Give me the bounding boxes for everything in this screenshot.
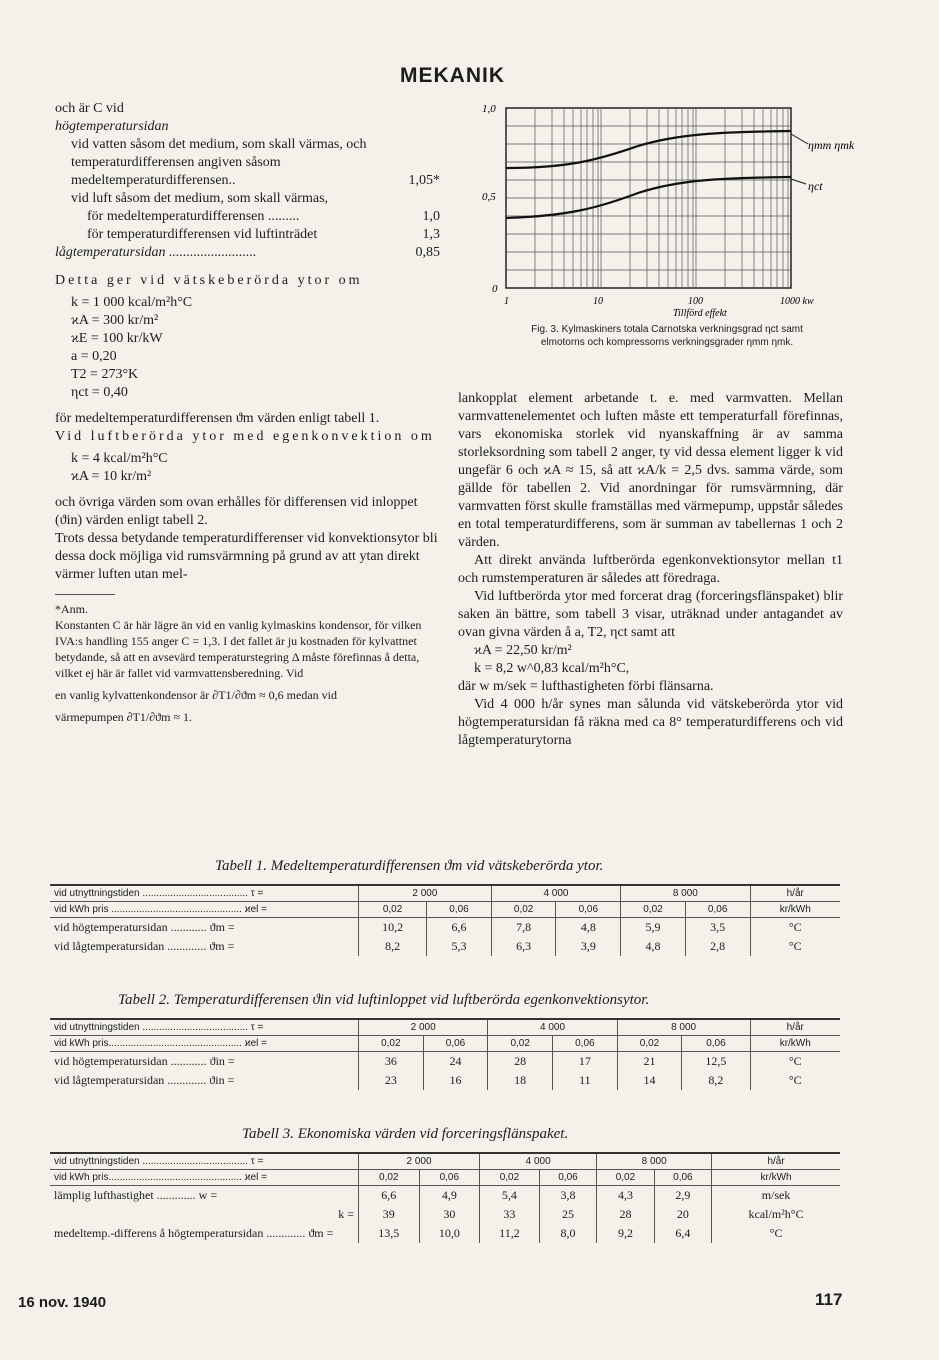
footnote-head: *Anm. [55, 602, 88, 616]
footer-date: 16 nov. 1940 [18, 1294, 107, 1311]
table-row [50, 1170, 840, 1186]
table-cell: medeltemp.-differens å högtemperatursidan ............. ϑm = [54, 1226, 334, 1240]
graph-grid [506, 108, 791, 288]
table-cell: 3,8 [539, 1186, 596, 1206]
table-cell: vid utnyttningstiden ...................................... τ = [50, 1153, 359, 1170]
table-cell: 0,02 [488, 1036, 553, 1052]
table1-reference: för medeltemperaturdifferensen ϑm värden enligt tabell 1. [55, 411, 380, 426]
table-cell: 2 000 [359, 1019, 488, 1036]
intro-text: och är C vid [55, 101, 124, 116]
x-label: 10 [593, 296, 603, 307]
y-label: 0,5 [482, 191, 496, 203]
table-cell: 12,5 [682, 1052, 750, 1072]
table1-title: Tabell 1. Medeltemperaturdifferensen ϑm vid vätskeberörda ytor. [215, 858, 604, 874]
vars-liquid [55, 294, 440, 402]
table1 [50, 884, 840, 956]
table-cell: vid utnyttningstiden ...................................... τ = [50, 885, 359, 902]
table-cell: 0,06 [539, 1170, 596, 1186]
water-value: 1,05* [408, 173, 440, 188]
table-cell: m/sek [712, 1186, 840, 1206]
table-cell: 0,02 [480, 1170, 540, 1186]
water-row [55, 136, 440, 190]
table-cell: lämplig lufthastighet ............. w = [50, 1186, 359, 1206]
table-cell: 5,4 [480, 1186, 540, 1206]
right-eq-1: ϰA = 22,50 kr/m² [474, 643, 572, 658]
table-cell: 21 [617, 1052, 682, 1072]
table-cell: 0,02 [597, 1170, 654, 1186]
label-leader [791, 134, 808, 144]
cold-side-value: 0,85 [415, 245, 440, 260]
vars-air [55, 450, 440, 486]
table-cell: 0,02 [359, 1036, 424, 1052]
table-cell: 5,9 [621, 918, 686, 938]
var-line: ϰA = 10 kr/m² [71, 469, 152, 484]
y-label: 0 [492, 283, 498, 295]
air-mean-value: 1,0 [422, 209, 440, 224]
table-cell: vid lågtemperatursidan ............. ϑm = [54, 939, 235, 953]
table-cell: 18 [488, 1071, 553, 1090]
table-cell: 0,02 [359, 902, 427, 918]
table-cell: 6,6 [427, 918, 492, 938]
var-line: T2 = 273°K [71, 367, 139, 382]
air-mean-row [55, 208, 440, 226]
table-cell: 7,8 [491, 918, 556, 938]
table-cell: vid kWh pris................................................ ϰel = [50, 1170, 359, 1186]
table-cell: 4,8 [556, 918, 621, 938]
table-row [50, 1224, 840, 1243]
table-cell: 0,02 [359, 1170, 420, 1186]
right-paragraph-3: Vid luftberörda ytor med forcerat drag (forceringsflänspaket) blir saken än bättre, som tabell 3 visar, uträknad under antagandet av ovan givna värden å a, T2, ηct samt att [458, 589, 843, 640]
table-cell: vid lågtemperatursidan ............. ϑin = [54, 1073, 235, 1087]
table-cell: 8 000 [617, 1019, 750, 1036]
var-line: ϰE = 100 kr/kW [71, 331, 163, 346]
table-cell: k = [338, 1207, 354, 1221]
table-cell: 4 000 [488, 1019, 617, 1036]
table-cell: 0,06 [556, 902, 621, 918]
table-row [50, 1052, 840, 1072]
table-cell: 11 [553, 1071, 618, 1090]
table-cell: 10,2 [359, 918, 427, 938]
table-row [50, 885, 840, 902]
section-title: MEKANIK [400, 64, 505, 87]
air-intro: Vid luftberörda ytor med egenkonvektion om [55, 429, 435, 444]
table-row [50, 937, 840, 956]
curve-label: ηmm ηmk [808, 138, 855, 152]
table-cell: 0,06 [654, 1170, 711, 1186]
table-cell: 2 000 [359, 885, 492, 902]
table-cell: vid kWh pris................................................ ϰel = [50, 1036, 359, 1052]
table-cell: 28 [488, 1052, 553, 1072]
table-cell: 9,2 [597, 1224, 654, 1243]
right-paragraph-4: där w m/sek = lufthastigheten förbi flänsarna. [458, 679, 714, 694]
x-label: 1000 kw [780, 296, 814, 307]
footnote-text: Konstanten C är här lägre än vid en vanlig kylmaskins kondensor, för vilken IVA:s handling 155 anger C = 1,3. I det fallet är ju kostnaden för kylvattnet betydande, så att en avsevärd temperaturstegring Δ måste förefinnas å detta, vilket ej här är fallet vid varmvattensberedning. Vid [55, 618, 422, 680]
table-cell: 6,3 [491, 937, 556, 956]
air-mean-text: för medeltemperaturdifferensen ......... [87, 209, 300, 224]
table-cell: 8,0 [539, 1224, 596, 1243]
table-cell: 2 000 [359, 1153, 480, 1170]
right-paragraph-1: lankopplat element arbetande t. e. med varmvatten. Mellan varmvattenelementet och luften måste ett temperaturfall förefinnas, vars ekonomiska storlek vid nyanskaffning är av samma storleksordning som tabell 2 anger, ty vid dessa element ligger k vid ungefär 6 och ϰA ≈ 15, så att ϰA/k = 2,5 dvs. samma värde, som gällde för tabellen 2. Vid anordningar för rumsvärmning, där varmvatten först skulle framställas med värmepump, uppstår således en total temperaturdifferens, som är summan av tabellernas 1 och 2 värden. [458, 391, 843, 550]
table-cell: 33 [480, 1205, 540, 1224]
table-cell: °C [750, 918, 840, 938]
footnote [55, 601, 440, 725]
table-cell: h/år [712, 1153, 840, 1170]
table-cell: 4,9 [419, 1186, 480, 1206]
table-cell: 4,8 [621, 937, 686, 956]
table-cell: 3,9 [556, 937, 621, 956]
table-cell: 2,8 [685, 937, 750, 956]
table-cell: 28 [597, 1205, 654, 1224]
table-cell: °C [750, 1052, 840, 1072]
table-cell: 24 [423, 1052, 488, 1072]
table-row [50, 1153, 840, 1170]
table-cell: °C [712, 1224, 840, 1243]
table2 [50, 1018, 840, 1090]
table-cell: vid kWh pris ............................................... ϰel = [50, 902, 359, 918]
table-cell: 10,0 [419, 1224, 480, 1243]
table3 [50, 1152, 840, 1243]
x-axis-title: Tillförd effekt [673, 308, 727, 319]
table-cell: 6,6 [359, 1186, 420, 1206]
table-row [50, 918, 840, 938]
table-row [50, 1186, 840, 1206]
curve-carnot [506, 177, 791, 218]
table-cell: 0,06 [685, 902, 750, 918]
table-cell: 2,9 [654, 1186, 711, 1206]
figure-caption: Fig. 3. Kylmaskiners totala Carnotska verkningsgrad ηct samt elmotorns och kompressorns verkningsgrader ηmm ηmk. [531, 324, 803, 348]
table-cell: 30 [419, 1205, 480, 1224]
air-inlet-text: för temperaturdifferensen vid luftinträdet [87, 227, 318, 242]
right-eq-2: k = 8,2 w^0,83 kcal/m²h°C, [474, 661, 630, 676]
table-cell: h/år [750, 885, 840, 902]
hot-side-heading: högtemperatursidan [55, 119, 169, 134]
liquid-intro: Detta ger vid vätskeberörda ytor om [55, 273, 363, 288]
label-leader [791, 179, 806, 184]
table-row [50, 1205, 840, 1224]
table-cell: vid högtemperatursidan ............ ϑm = [50, 918, 359, 938]
table-cell: 8 000 [621, 885, 750, 902]
table-cell: 13,5 [359, 1224, 420, 1243]
x-label: 1 [504, 296, 509, 307]
var-line: ϰA = 300 kr/m² [71, 313, 159, 328]
table-cell: 39 [359, 1205, 420, 1224]
cold-side-text: lågtemperatursidan ......................... [55, 245, 257, 260]
table-row [50, 902, 840, 918]
footnote-eq1: en vanlig kylvattenkondensor är ∂T1/∂ϑm ≈ 0,6 medan vid [55, 688, 337, 702]
table-cell: 36 [359, 1052, 424, 1072]
var-line: k = 4 kcal/m²h°C [71, 451, 168, 466]
cold-side-row [55, 244, 440, 262]
table-cell: 5,3 [427, 937, 492, 956]
table-cell: 17 [553, 1052, 618, 1072]
curve-motor-compressor [506, 131, 791, 168]
table-cell: kcal/m²h°C [712, 1205, 840, 1224]
water-text: vid vatten såsom det medium, som skall värmas, och temperaturdifferensen angiven såsom medeltemperaturdifferensen.. [71, 137, 367, 188]
var-line: a = 0,20 [71, 349, 117, 364]
table-cell: 0,02 [621, 902, 686, 918]
table-cell: 4,3 [597, 1186, 654, 1206]
table-cell: 8 000 [597, 1153, 712, 1170]
table3-title: Tabell 3. Ekonomiska värden vid forceringsflänspaket. [242, 1126, 569, 1142]
table-cell: 16 [423, 1071, 488, 1090]
table-cell: kr/kWh [750, 1036, 840, 1052]
table-cell: 3,5 [685, 918, 750, 938]
table-cell: 0,06 [419, 1170, 480, 1186]
air-inlet-value: 1,3 [422, 227, 440, 242]
table-row [50, 1036, 840, 1052]
table-cell: 11,2 [480, 1224, 540, 1243]
table-cell: 8,2 [359, 937, 427, 956]
table-cell: 6,4 [654, 1224, 711, 1243]
x-label: 100 [688, 296, 703, 307]
table-cell: 8,2 [682, 1071, 750, 1090]
table-cell: 14 [617, 1071, 682, 1090]
footnote-divider [55, 594, 115, 601]
right-column [458, 390, 843, 750]
table-cell: 23 [359, 1071, 424, 1090]
efficiency-graph [478, 98, 878, 323]
y-label: 1,0 [482, 103, 496, 115]
table-cell: 20 [654, 1205, 711, 1224]
air-inlet-row [55, 226, 440, 244]
table-cell: kr/kWh [750, 902, 840, 918]
curve-label: ηct [808, 179, 823, 193]
table-cell: 25 [539, 1205, 596, 1224]
right-paragraph-5: Vid 4 000 h/år synes man sålunda vid vätskeberörda ytor vid högtemperatursidan få räkna med ca 8° temperaturdifferens och vid lågtemperaturytorna [458, 697, 843, 748]
table-cell: vid högtemperatursidan ............ ϑin = [50, 1052, 359, 1072]
table2-title: Tabell 2. Temperaturdifferensen ϑin vid luftinloppet vid luftberörda egenkonvektionsytor. [118, 992, 650, 1008]
table-cell: °C [750, 1071, 840, 1090]
table-cell: kr/kWh [712, 1170, 840, 1186]
air-text: vid luft såsom det medium, som skall värmas, [71, 191, 329, 206]
var-line: ηct = 0,40 [71, 385, 128, 400]
table-cell: 0,02 [491, 902, 556, 918]
table-cell: 0,06 [682, 1036, 750, 1052]
table-cell: 4 000 [491, 885, 620, 902]
left-column [55, 100, 440, 725]
table-cell: 4 000 [480, 1153, 597, 1170]
table-cell: 0,06 [423, 1036, 488, 1052]
table-cell: 0,06 [427, 902, 492, 918]
table-row [50, 1019, 840, 1036]
right-paragraph-2: Att direkt använda luftberörda egenkonvektionsytor mellan t1 och rumstemperaturen är således att föredraga. [458, 553, 843, 586]
footnote-eq2: värmepumpen ∂T1/∂ϑm ≈ 1. [55, 710, 193, 724]
table-cell: °C [750, 937, 840, 956]
table-cell: h/år [750, 1019, 840, 1036]
table-cell: 0,06 [553, 1036, 618, 1052]
var-line: k = 1 000 kcal/m²h°C [71, 295, 193, 310]
table2-reference: och övriga värden som ovan erhålles för differensen vid inloppet (ϑin) värden enligt tabell 2. [55, 495, 418, 528]
table-cell: vid utnyttningstiden ...................................... τ = [50, 1019, 359, 1036]
table-cell: 0,02 [617, 1036, 682, 1052]
page-number: 117 [815, 1290, 843, 1309]
trots-paragraph: Trots dessa betydande temperaturdifferenser vid konvektionsytor bli dessa dock möjliga vid rumsvärmning på grund av att ytan direkt värmer luften utan mel- [55, 531, 438, 582]
table-row [50, 1071, 840, 1090]
